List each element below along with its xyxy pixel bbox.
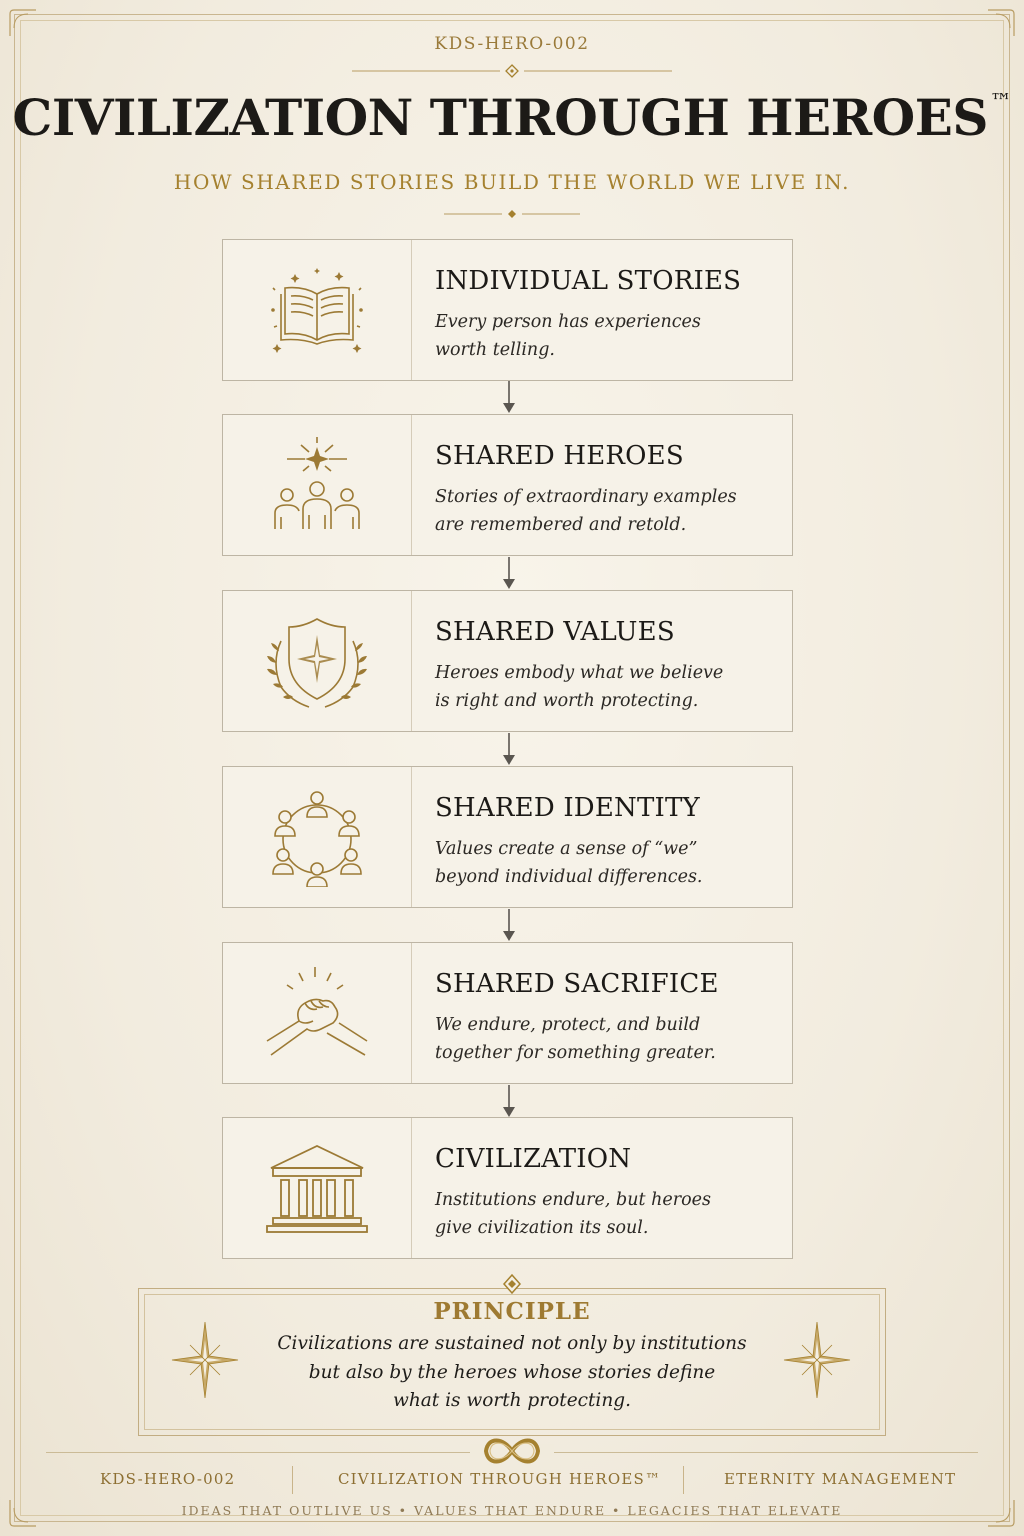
step-description: Values create a sense of “we” beyond individual differences.: [435, 839, 703, 887]
step-shared-heroes: [222, 414, 793, 556]
clasped-hands-icon: [257, 963, 377, 1063]
divider-ornament-icon: [444, 207, 580, 221]
shield-laurel-icon: [257, 611, 377, 711]
footer-separator: [292, 1466, 293, 1494]
flow-arrow-icon: [501, 1085, 517, 1119]
footer-separator: [683, 1466, 684, 1494]
diamond-ornament-icon: [500, 1272, 524, 1296]
step-description: We endure, protect, and build together for something greater.: [435, 1015, 716, 1063]
step-title: INDIVIDUAL STORIES: [435, 266, 742, 296]
step-description: Stories of extraordinary examples are remembered and retold.: [435, 487, 737, 535]
step-description: Heroes embody what we believe is right and worth protecting.: [435, 663, 724, 711]
people-with-star-icon: [257, 435, 377, 535]
principle-text: Civilizations are sustained not only by institutions but also by the heroes whose stories define what is worth protecting.: [277, 1333, 747, 1411]
step-icon-cell: [223, 943, 412, 1083]
step-shared-sacrifice: [222, 942, 793, 1084]
footer-code: KDS-HERO-002: [100, 1470, 236, 1488]
divider-ornament-icon: [352, 64, 672, 78]
page-title: CIVILIZATION THROUGH HEROES™: [12, 88, 1012, 147]
step-icon-cell: [223, 767, 412, 907]
step-title: SHARED HEROES: [435, 441, 684, 471]
footer-brand: ETERNITY MANAGEMENT: [724, 1470, 957, 1488]
footer-tagline: IDEAS THAT OUTLIVE US • VALUES THAT ENDURE • LEGACIES THAT ELEVATE: [181, 1503, 843, 1518]
step-description: Institutions endure, but heroes give civilization its soul.: [435, 1190, 711, 1238]
temple-icon: [257, 1138, 377, 1238]
step-icon-cell: [223, 1118, 412, 1258]
flow-arrow-icon: [501, 909, 517, 943]
compass-star-icon: [170, 1320, 240, 1400]
step-shared-identity: [222, 766, 793, 908]
flow-arrow-icon: [501, 733, 517, 767]
page-subtitle: HOW SHARED STORIES BUILD THE WORLD WE LIVE IN.: [173, 170, 851, 194]
step-title: CIVILIZATION: [435, 1144, 632, 1174]
step-title: SHARED IDENTITY: [435, 793, 700, 823]
step-title: SHARED VALUES: [435, 617, 675, 647]
document-code: KDS-HERO-002: [434, 34, 590, 54]
infinity-icon: [466, 1428, 558, 1474]
step-individual-stories: [222, 239, 793, 381]
circle-of-people-icon: [257, 787, 377, 887]
footer-title: CIVILIZATION THROUGH HEROES™: [338, 1470, 662, 1488]
flow-arrow-icon: [501, 557, 517, 591]
step-icon-cell: [223, 591, 412, 731]
step-description: Every person has experiences worth telling.: [435, 312, 701, 360]
step-icon-cell: [223, 240, 412, 380]
step-shared-values: [222, 590, 793, 732]
principle-title: PRINCIPLE: [433, 1298, 591, 1325]
open-book-icon: [257, 260, 377, 360]
step-civilization: [222, 1117, 793, 1259]
step-icon-cell: [223, 415, 412, 555]
compass-star-icon: [782, 1320, 852, 1400]
step-title: SHARED SACRIFICE: [435, 969, 719, 999]
flow-arrow-icon: [501, 381, 517, 415]
